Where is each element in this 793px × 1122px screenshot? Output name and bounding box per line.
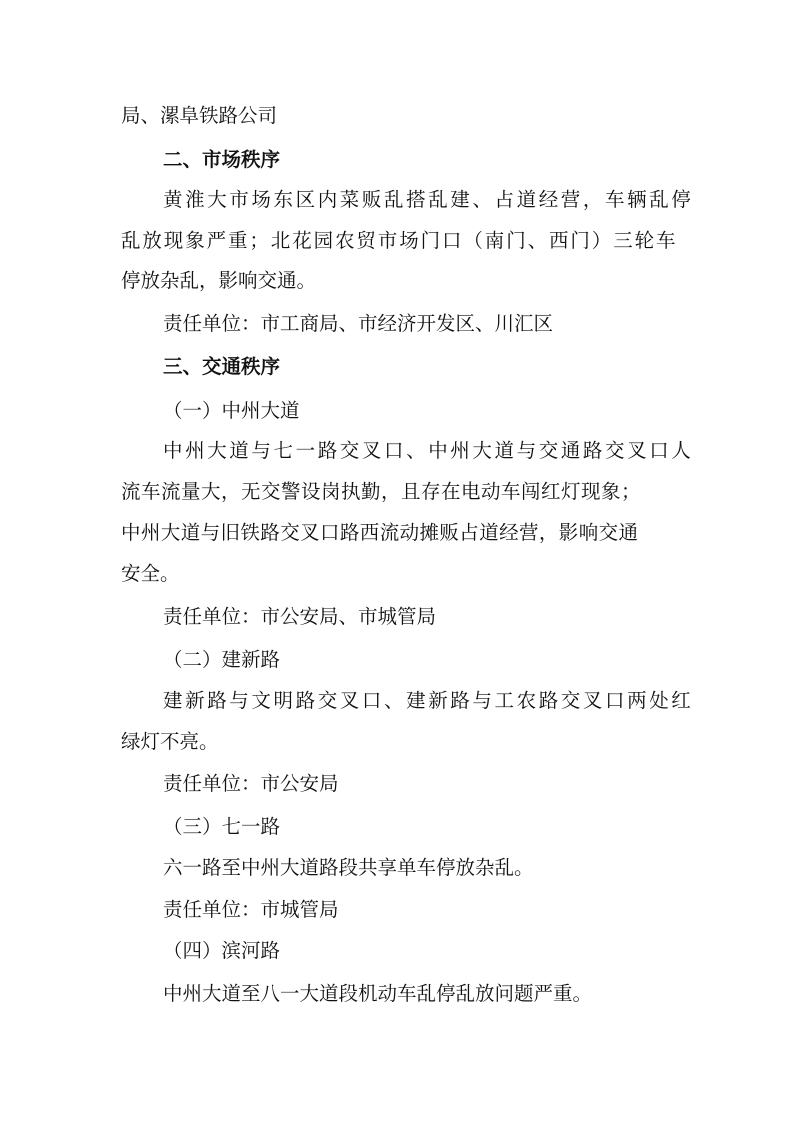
document-page: 局、漯阜铁路公司 二、市场秩序 黄淮大市场东区内菜贩乱搭乱建、占道经营，车辆乱停 乱放现象严重；北花园农贸市场门口（南门、西门）三轮车 停放杂乱，影响交通。 责任单位：市工商局、市经济开发区、川汇区 三、交通秩序 （一）中州大道 中州大道与七一路交叉口、中州大道与交通路交叉口人 流车流量大，无交警设岗执勤，且存在电动车闯红灯现象； 中州大道与旧铁路交叉口路西流动摊贩占道经营，影响交通 安全。 责任单位：市公安局、市城管局 （二）建新路 建新路与文明路交叉口、建新路与工农路交叉口两处红 绿灯不亮。 责任单位：市公安局 （三）七一路 六一路至中州大道路段共享单车停放杂乱。 责任单位：市城管局 （四）滨河路 中州大道至八一大道段机动车乱停乱放问题严重。 bbox=[121, 104, 694, 1005]
